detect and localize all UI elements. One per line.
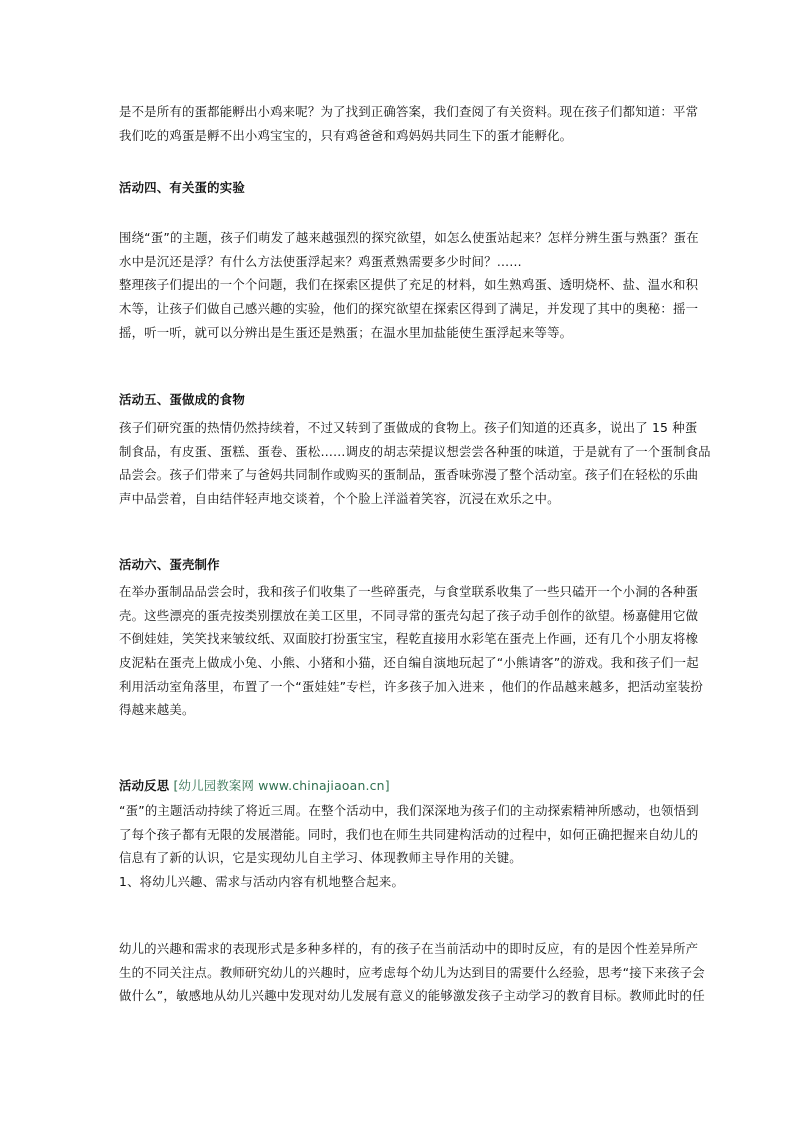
text-line: 利用活动室角落里，布置了一个“蛋娃娃”专栏，许多孩子加入进来 ，他们的作品越来越多，把活动室装扮 <box>119 678 703 694</box>
text-line: 得越来越美。 <box>119 702 195 718</box>
text-line: 孩子们研究蛋的热情仍然持续着，不过又转到了蛋做成的食物上。孩子们知道的还真多，说出了 15 种蛋 <box>119 420 698 435</box>
text-line: 皮泥粘在蛋壳上做成小兔、小熊、小猪和小猫，还自编自演地玩起了“小熊请客”的游戏。我和孩子们一起 <box>119 655 699 671</box>
text-line: 信息有了新的认识，它是实现幼儿自主学习、体现教师主导作用的关键。 <box>119 850 522 866</box>
text-line: “蛋”的主题活动持续了将近三周。在整个活动中，我们深深地为孩子们的主动探索精神所感动，也领悟到 <box>119 803 699 818</box>
paragraph-activity-4 <box>119 226 699 344</box>
paragraph-activity-6 <box>119 580 703 722</box>
text-line: 是不是所有的蛋都能孵出小鸡来呢？为了找到正确答案，我们查阅了有关资料。现在孩子们都知道：平常 <box>119 104 699 119</box>
heading-reflection <box>119 774 675 798</box>
text-line: 围绕“蛋”的主题，孩子们萌发了越来越强烈的探究欲望，如怎么使蛋站起来？怎样分辨生蛋与熟蛋？蛋在 <box>119 230 699 245</box>
heading-activity-4: 活动四、有关蛋的实验 <box>119 180 245 195</box>
text-line: 我们吃的鸡蛋是孵不出小鸡宝宝的，只有鸡爸爸和鸡妈妈共同生下的蛋才能孵化。 <box>119 127 573 143</box>
text-line: 不倒娃娃，笑笑找来皱纹纸、双面胶打扮蛋宝宝，程乾直接用水彩笔在蛋壳上作画，还有几个小朋友将橡 <box>119 631 699 647</box>
text-line: 做什么”，敏感地从幼儿兴趣中发现对幼儿发展有意义的能够激发孩子主动学习的教育目标。教师此时的任 <box>119 988 705 1004</box>
text-line: 1、将幼儿兴趣、需求与活动内容有机地整合起来。 <box>119 874 405 890</box>
text-line: 在举办蛋制品品尝会时，我和孩子们收集了一些碎蛋壳，与食堂联系收集了一些只磕开一个小洞的各种蛋 <box>119 584 699 599</box>
text-line: 了每个孩子都有无限的发展潜能。同时，我们也在师生共同建构活动的过程中，如何正确把握来自幼儿的 <box>119 826 699 842</box>
text-line: 声中品尝着，自由结伴轻声地交谈着，个个脸上洋溢着笑容，沉浸在欢乐之中。 <box>119 491 560 507</box>
reflection-title: 活动反思 <box>119 778 170 793</box>
paragraph-activity-5 <box>119 416 711 511</box>
text-line: 木等，让孩子们做自己感兴趣的实验，他们的探究欲望在探索区得到了满足，并发现了其中的奥秘：摇一 <box>119 301 699 317</box>
text-line: 幼儿的兴趣和需求的表现形式是多种多样的，有的孩子在当前活动中的即时反应，有的是因个性差异所产 <box>119 941 699 956</box>
text-line: 摇，听一听，就可以分辨出是生蛋还是熟蛋；在温水里加盐能使生蛋浮起来等等。 <box>119 324 573 340</box>
text-line: 壳。这些漂亮的蛋壳按类别摆放在美工区里，不同寻常的蛋壳勾起了孩子动手创作的欲望。杨嘉健用它做 <box>119 607 699 623</box>
paragraph-reflection <box>119 799 699 894</box>
source-link[interactable]: [幼儿园教案网 www.chinajiaoan.cn] <box>173 778 390 793</box>
text-line: 制食品，有皮蛋、蛋糕、蛋卷、蛋松……调皮的胡志荣提议想尝尝各种蛋的味道，于是就有了一个蛋制食品 <box>119 443 711 459</box>
paragraph-intro <box>119 100 699 147</box>
text-line: 品尝会。孩子们带来了与爸妈共同制作或购买的蛋制品，蛋香味弥漫了整个活动室。孩子们在轻松的乐曲 <box>119 467 699 483</box>
heading-activity-5: 活动五、蛋做成的食物 <box>119 392 245 407</box>
paragraph-interest <box>119 937 705 1008</box>
text-line: 整理孩子们提出的一个个问题，我们在探索区提供了充足的材料，如生熟鸡蛋、透明烧杯、盐、温水和积 <box>119 277 699 293</box>
text-line: 水中是沉还是浮？有什么方法使蛋浮起来？鸡蛋煮熟需要多少时间？…… <box>119 253 522 269</box>
heading-activity-6: 活动六、蛋壳制作 <box>119 557 220 572</box>
text-line: 生的不同关注点。教师研究幼儿的兴趣时，应考虑每个幼儿为达到目的需要什么经验，思考“接下来孩子会 <box>119 964 705 980</box>
